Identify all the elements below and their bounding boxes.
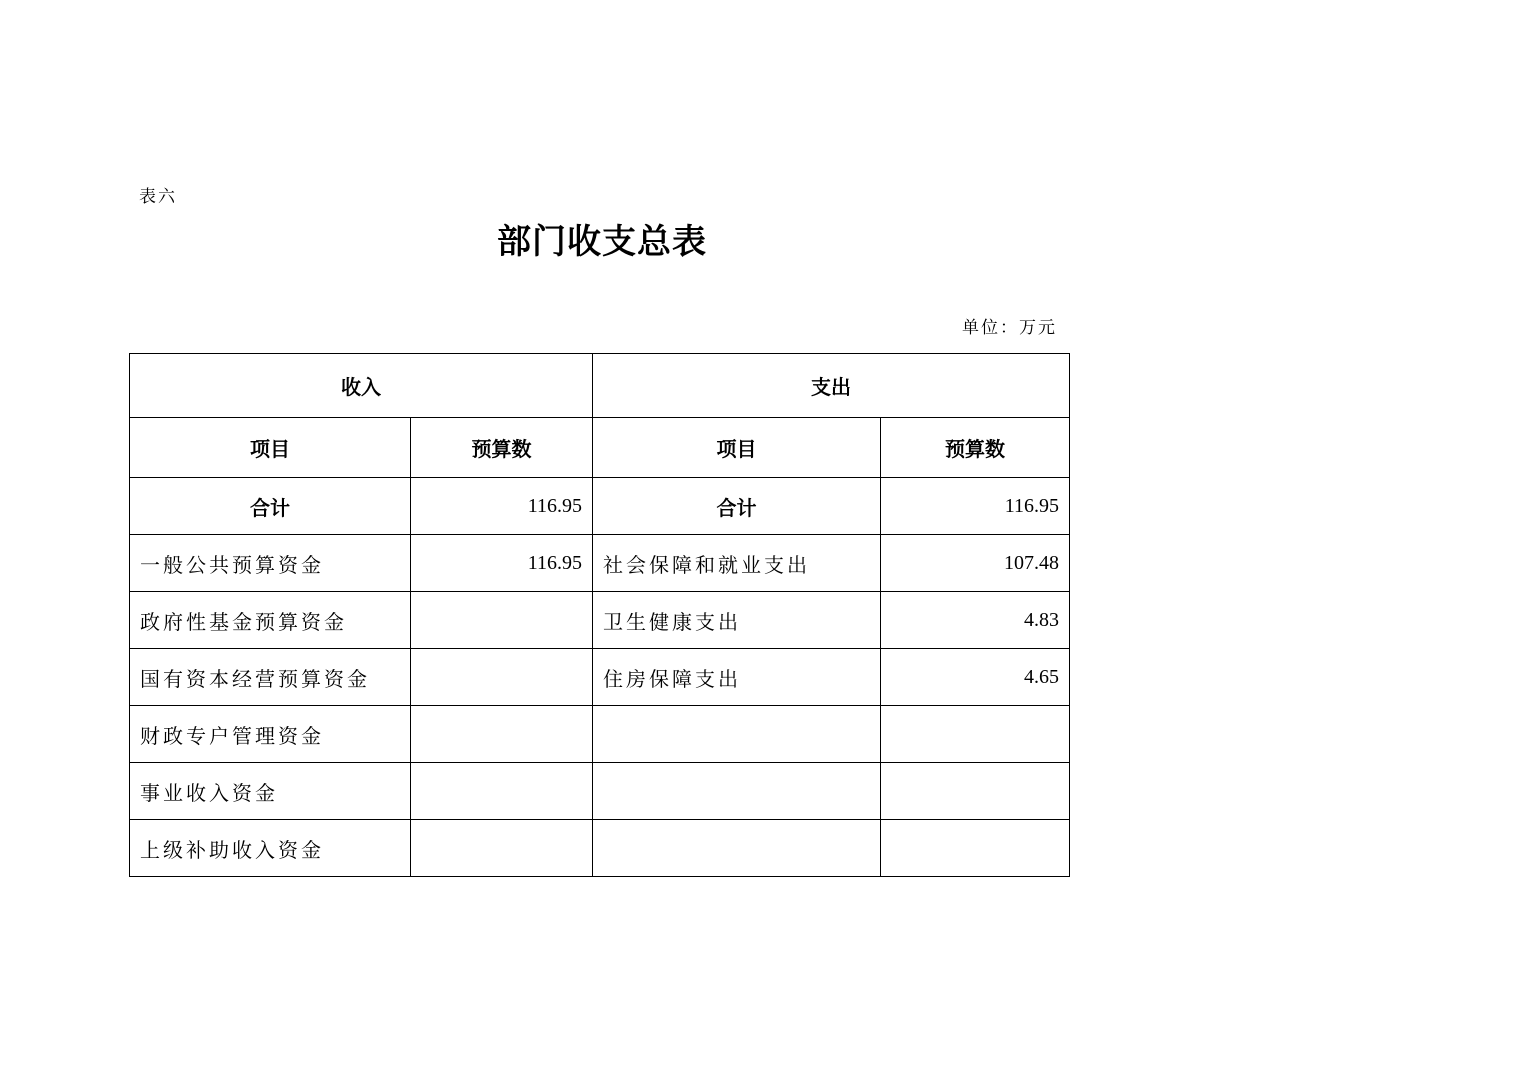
income-item: 政府性基金预算资金 <box>130 592 411 649</box>
expense-item <box>593 763 881 820</box>
table-row <box>130 763 1070 820</box>
income-item: 事业收入资金 <box>130 763 411 820</box>
income-item: 一般公共预算资金 <box>130 535 411 592</box>
table-number: 表六 <box>139 187 177 207</box>
income-value <box>411 763 593 820</box>
income-total-label: 合计 <box>130 478 411 535</box>
table-row <box>130 706 1070 763</box>
income-section-header: 收入 <box>130 354 593 418</box>
expense-budget-header: 预算数 <box>881 418 1070 478</box>
expense-section-header: 支出 <box>593 354 1070 418</box>
income-value <box>411 592 593 649</box>
page-title: 部门收支总表 <box>497 222 707 262</box>
table-row <box>130 820 1070 877</box>
expense-item <box>593 706 881 763</box>
income-value <box>411 820 593 877</box>
expense-total-label: 合计 <box>593 478 881 535</box>
income-item: 上级补助收入资金 <box>130 820 411 877</box>
expense-item <box>593 820 881 877</box>
income-item-header: 项目 <box>130 418 411 478</box>
expense-value: 4.83 <box>881 592 1070 649</box>
income-value <box>411 649 593 706</box>
expense-item-header: 项目 <box>593 418 881 478</box>
expense-value: 107.48 <box>881 535 1070 592</box>
expense-value: 4.65 <box>881 649 1070 706</box>
expense-value <box>881 763 1070 820</box>
expense-item: 住房保障支出 <box>593 649 881 706</box>
income-budget-header: 预算数 <box>411 418 593 478</box>
income-value: 116.95 <box>411 535 593 592</box>
table-row <box>130 649 1070 706</box>
income-total-value: 116.95 <box>411 478 593 535</box>
unit-label: 单位：万元 <box>962 318 1057 338</box>
expense-total-value: 116.95 <box>881 478 1070 535</box>
expense-value <box>881 706 1070 763</box>
income-value <box>411 706 593 763</box>
expense-item: 社会保障和就业支出 <box>593 535 881 592</box>
expense-value <box>881 820 1070 877</box>
income-item: 国有资本经营预算资金 <box>130 649 411 706</box>
column-header-row <box>130 418 1070 478</box>
section-header-row <box>130 354 1070 418</box>
expense-item: 卫生健康支出 <box>593 592 881 649</box>
table-row <box>130 535 1070 592</box>
table-row <box>130 592 1070 649</box>
budget-summary-table <box>129 353 1070 877</box>
income-item: 财政专户管理资金 <box>130 706 411 763</box>
total-row <box>130 478 1070 535</box>
